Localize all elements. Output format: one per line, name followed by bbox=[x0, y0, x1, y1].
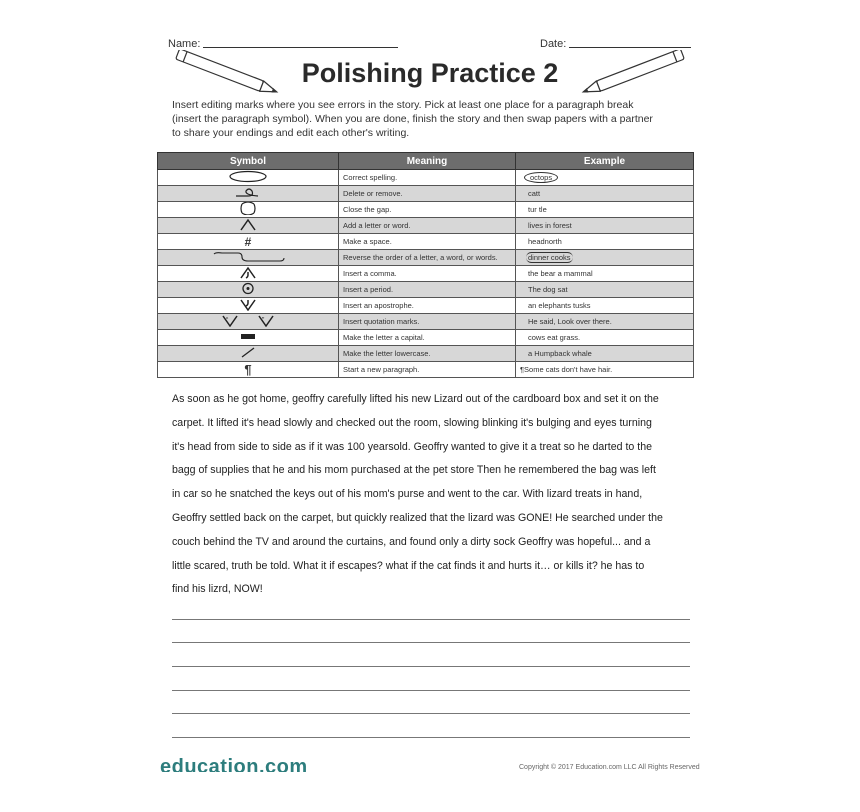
example-text: ¶Some cats don't have hair. bbox=[520, 365, 613, 374]
writing-line[interactable] bbox=[172, 642, 690, 643]
comma-caret-icon bbox=[158, 266, 339, 282]
table-cell bbox=[516, 362, 694, 378]
table-cell bbox=[516, 218, 694, 234]
table-cell: Start a new paragraph. bbox=[339, 362, 516, 378]
table-row bbox=[158, 234, 694, 250]
story-line: little scared, truth be told. What it if escapes? what if the cat finds it and hurts it… or kills it? he has to bbox=[172, 559, 645, 572]
example-text: catt bbox=[528, 189, 541, 198]
symbol-header: Symbol bbox=[158, 153, 339, 170]
table-row bbox=[158, 170, 694, 186]
table-cell bbox=[516, 298, 694, 314]
table-cell bbox=[516, 170, 694, 186]
spelling-oval-icon bbox=[158, 170, 339, 186]
example-text: octops bbox=[524, 172, 558, 183]
story-line: Geoffry settled back on the carpet, but quickly realized that the lizard was GONE! He searched under the bbox=[172, 511, 663, 524]
table-cell: Make the letter lowercase. bbox=[339, 346, 516, 362]
example-header: Example bbox=[516, 153, 694, 170]
table-row bbox=[158, 218, 694, 234]
instructions: Insert editing marks where you see errors in the story. Pick at least one place for a paragraph break (insert the paragraph symbol). When you are done, finish the story and then swap papers with a partner to share your endings and edit each other's writing. bbox=[172, 99, 653, 139]
name-blank[interactable] bbox=[203, 47, 398, 48]
paragraph-icon: ¶ bbox=[158, 362, 339, 378]
table-cell bbox=[516, 266, 694, 282]
example-text: headnorth bbox=[528, 237, 562, 246]
name-label: Name: bbox=[168, 38, 201, 50]
table-cell bbox=[516, 250, 694, 266]
table-cell bbox=[516, 314, 694, 330]
table-cell bbox=[516, 346, 694, 362]
capital-underline-icon bbox=[158, 330, 339, 346]
table-cell: Add a letter or word. bbox=[339, 218, 516, 234]
table-cell bbox=[516, 330, 694, 346]
story-line: find his lizrd, NOW! bbox=[172, 583, 263, 596]
story-line: carpet. It lifted it's head slowly and checked out the room, slowing blinking it's bulging and eyes turning bbox=[172, 416, 652, 429]
table-row bbox=[158, 266, 694, 282]
example-text: a Humpback whale bbox=[528, 349, 592, 358]
education-logo: education.com bbox=[160, 756, 308, 772]
date-label: Date: bbox=[540, 38, 567, 50]
table-header-row bbox=[158, 153, 694, 170]
example-text: the bear a mammal bbox=[528, 269, 593, 278]
story-line: it's head from side to side as if it was 100 yearsold. Geoffry wanted to give it a treat so he darted to the bbox=[172, 440, 652, 453]
writing-line[interactable] bbox=[172, 737, 690, 738]
copyright-text: Copyright © 2017 Education.com LLC All Rights Reserved bbox=[519, 764, 700, 771]
writing-line[interactable] bbox=[172, 619, 690, 620]
table-row bbox=[158, 330, 694, 346]
example-text: tur tle bbox=[528, 205, 547, 214]
table-cell bbox=[516, 202, 694, 218]
table-cell: Make the letter a capital. bbox=[339, 330, 516, 346]
date-blank[interactable] bbox=[569, 47, 691, 48]
apostrophe-caret-icon bbox=[158, 298, 339, 314]
table-cell: Insert a comma. bbox=[339, 266, 516, 282]
story-line: couch behind the TV and around the curtains, and found only a dirty sock Geoffry was hopeful... and a bbox=[172, 535, 651, 548]
story-line: As soon as he got home, geoffry carefully lifted his new Lizard out of the cardboard box and set it on the bbox=[172, 393, 659, 405]
quotes-caret-icon bbox=[158, 314, 339, 330]
editing-marks-table bbox=[157, 152, 694, 378]
close-gap-icon bbox=[158, 202, 339, 218]
table-row bbox=[158, 250, 694, 266]
table-cell: Insert a period. bbox=[339, 282, 516, 298]
table-row bbox=[158, 186, 694, 202]
table-cell: Reverse the order of a letter, a word, or words. bbox=[339, 250, 516, 266]
writing-line[interactable] bbox=[172, 666, 690, 667]
table-row bbox=[158, 314, 694, 330]
transpose-icon bbox=[158, 250, 339, 266]
example-text: an elephants tusks bbox=[528, 301, 591, 310]
table-row bbox=[158, 202, 694, 218]
example-text: He said, Look over there. bbox=[528, 317, 612, 326]
table-cell: Delete or remove. bbox=[339, 186, 516, 202]
example-text: lives in forest bbox=[528, 221, 572, 230]
table-cell: Correct spelling. bbox=[339, 170, 516, 186]
lowercase-slash-icon bbox=[158, 346, 339, 362]
table-cell: Insert quotation marks. bbox=[339, 314, 516, 330]
table-cell bbox=[516, 282, 694, 298]
page-title: Polishing Practice 2 bbox=[301, 58, 559, 88]
caret-icon bbox=[158, 218, 339, 234]
writing-line[interactable] bbox=[172, 690, 690, 691]
table-row bbox=[158, 298, 694, 314]
meaning-header: Meaning bbox=[339, 153, 516, 170]
story-line: bagg of supplies that he and his mom purchased at the pet store Then he remembered the bag was left bbox=[172, 464, 656, 477]
table-row bbox=[158, 362, 694, 378]
story-line: in car so he snatched the keys out of his mom's purse and went to the car. With lizard treats in hand, bbox=[172, 488, 643, 501]
writing-line[interactable] bbox=[172, 713, 690, 714]
table-row bbox=[158, 346, 694, 362]
example-text: dinner cooks bbox=[528, 253, 571, 262]
space-hash-icon: # bbox=[158, 234, 339, 250]
svg-text:”: ” bbox=[262, 317, 265, 324]
example-text: cows eat grass. bbox=[528, 333, 581, 342]
svg-text:“: “ bbox=[226, 317, 229, 324]
table-cell: Insert an apostrophe. bbox=[339, 298, 516, 314]
story-text bbox=[172, 388, 692, 602]
table-cell: Close the gap. bbox=[339, 202, 516, 218]
period-circle-icon bbox=[158, 282, 339, 298]
table-cell: Make a space. bbox=[339, 234, 516, 250]
example-text: The dog sat bbox=[528, 285, 568, 294]
table-row bbox=[158, 282, 694, 298]
table-cell bbox=[516, 186, 694, 202]
delete-mark-icon bbox=[158, 186, 339, 202]
table-cell bbox=[516, 234, 694, 250]
